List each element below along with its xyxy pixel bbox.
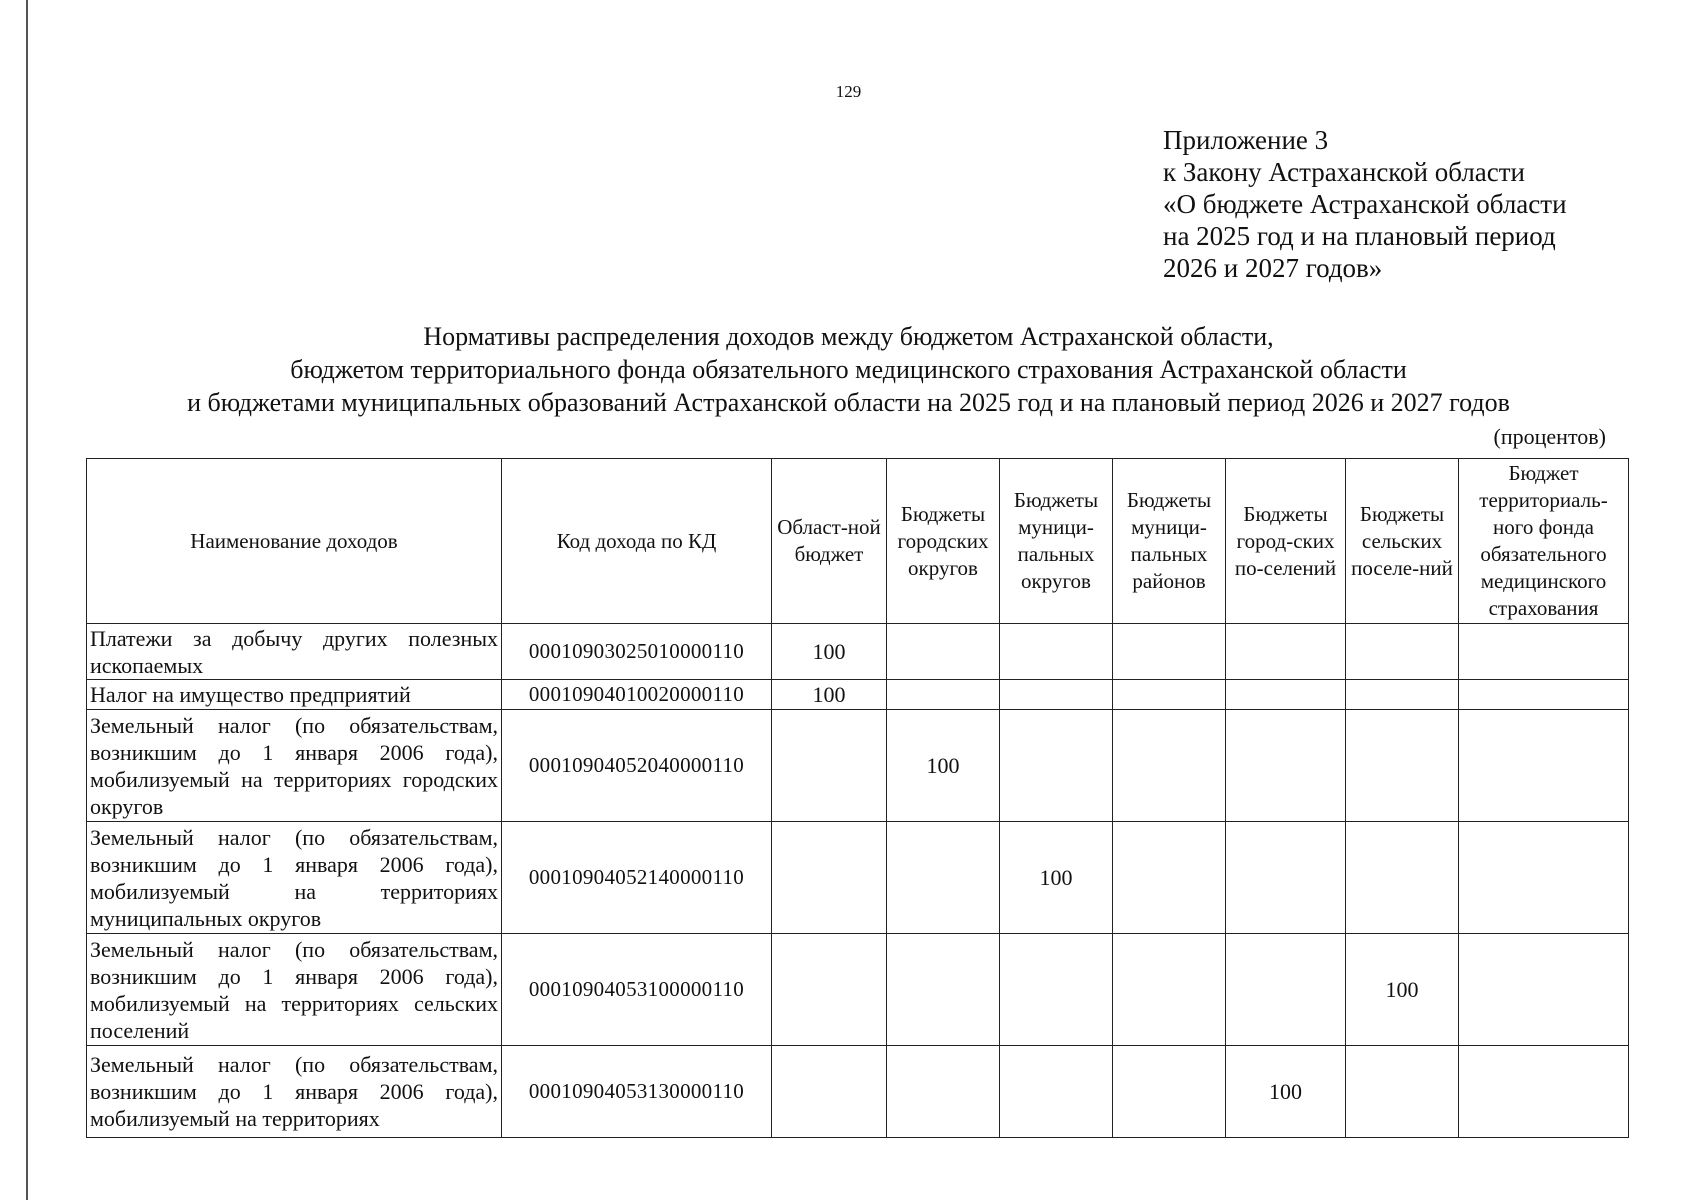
value-cell bbox=[887, 624, 1000, 680]
header-rural-settlements: Бюджеты сельских поселе-ний bbox=[1346, 459, 1459, 624]
table-row bbox=[87, 1046, 1629, 1138]
value-cell bbox=[887, 934, 1000, 1046]
value-cell bbox=[772, 822, 887, 934]
value-cell: 100 bbox=[887, 710, 1000, 822]
header-urban-settlements: Бюджеты город-ских по-селений bbox=[1226, 459, 1346, 624]
value-cell bbox=[772, 1046, 887, 1138]
value-cell bbox=[887, 1046, 1000, 1138]
value-cell: 100 bbox=[772, 624, 887, 680]
income-code-cell: 00010903025010000110 bbox=[502, 624, 772, 680]
income-name-cell: Налог на имущество предприятий bbox=[87, 680, 502, 710]
value-cell bbox=[1346, 822, 1459, 934]
document-title bbox=[0, 320, 1697, 419]
appendix-line: «О бюджете Астраханской области bbox=[1163, 189, 1567, 219]
appendix-line: к Закону Астраханской области bbox=[1163, 157, 1526, 187]
value-cell bbox=[772, 710, 887, 822]
value-cell bbox=[1226, 624, 1346, 680]
value-cell bbox=[1459, 624, 1629, 680]
value-cell bbox=[772, 934, 887, 1046]
table-header-row bbox=[87, 459, 1629, 624]
value-cell bbox=[1346, 1046, 1459, 1138]
table-row bbox=[87, 822, 1629, 934]
value-cell bbox=[1113, 822, 1226, 934]
value-cell bbox=[1113, 934, 1226, 1046]
value-cell bbox=[1113, 1046, 1226, 1138]
value-cell bbox=[1000, 1046, 1113, 1138]
value-cell bbox=[1346, 680, 1459, 710]
value-cell: 100 bbox=[1000, 822, 1113, 934]
value-cell bbox=[1226, 934, 1346, 1046]
title-line: Нормативы распределения доходов между бюджетом Астраханской области, bbox=[423, 322, 1274, 351]
title-line: и бюджетами муниципальных образований Астраханской области на 2025 год и на плановый период 2026 и 2027 годов bbox=[187, 388, 1510, 417]
income-name-cell: Земельный налог (по обязательствам, возникшим до 1 января 2006 года), мобилизуемый на территориях bbox=[87, 1046, 502, 1138]
units-label: (процентов) bbox=[1493, 424, 1606, 449]
left-margin-rule bbox=[26, 0, 28, 1200]
value-cell bbox=[1000, 680, 1113, 710]
income-name-cell: Платежи за добычу других полезных ископаемых bbox=[87, 624, 502, 680]
distribution-norms-table bbox=[86, 458, 1629, 1138]
header-city-districts: Бюджеты городских округов bbox=[887, 459, 1000, 624]
value-cell: 100 bbox=[1226, 1046, 1346, 1138]
value-cell bbox=[1226, 710, 1346, 822]
income-name-cell: Земельный налог (по обязательствам, возникшим до 1 января 2006 года), мобилизуемый на территориях сельских поселений bbox=[87, 934, 502, 1046]
appendix-line: 2026 и 2027 годов» bbox=[1163, 253, 1383, 283]
header-income-code: Код дохода по КД bbox=[502, 459, 772, 624]
value-cell bbox=[1113, 624, 1226, 680]
table-row bbox=[87, 710, 1629, 822]
table-row bbox=[87, 680, 1629, 710]
value-cell: 100 bbox=[1346, 934, 1459, 1046]
value-cell bbox=[1000, 934, 1113, 1046]
income-code-cell: 00010904010020000110 bbox=[502, 680, 772, 710]
header-income-name: Наименование доходов bbox=[87, 459, 502, 624]
value-cell bbox=[887, 822, 1000, 934]
income-code-cell: 00010904053100000110 bbox=[502, 934, 772, 1046]
value-cell bbox=[1459, 934, 1629, 1046]
value-cell bbox=[1000, 624, 1113, 680]
value-cell bbox=[1459, 680, 1629, 710]
appendix-line: на 2025 год и на плановый период bbox=[1163, 221, 1556, 251]
table-row bbox=[87, 624, 1629, 680]
value-cell bbox=[1459, 710, 1629, 822]
income-code-cell: 00010904052040000110 bbox=[502, 710, 772, 822]
value-cell bbox=[1226, 680, 1346, 710]
table-row bbox=[87, 934, 1629, 1046]
value-cell bbox=[1346, 624, 1459, 680]
header-municipal-districts: Бюджеты муници-пальных округов bbox=[1000, 459, 1113, 624]
appendix-reference bbox=[1163, 124, 1567, 284]
value-cell: 100 bbox=[772, 680, 887, 710]
value-cell bbox=[1226, 822, 1346, 934]
income-code-cell: 00010904053130000110 bbox=[502, 1046, 772, 1138]
header-medical-insurance-fund: Бюджет территориаль-ного фонда обязательного медицинского страхования bbox=[1459, 459, 1629, 624]
value-cell bbox=[1113, 680, 1226, 710]
value-cell bbox=[1113, 710, 1226, 822]
income-code-cell: 00010904052140000110 bbox=[502, 822, 772, 934]
value-cell bbox=[1459, 1046, 1629, 1138]
header-regional-budget: Област-ной бюджет bbox=[772, 459, 887, 624]
value-cell bbox=[887, 680, 1000, 710]
appendix-line: Приложение 3 bbox=[1163, 125, 1329, 155]
income-name-cell: Земельный налог (по обязательствам, возникшим до 1 января 2006 года), мобилизуемый на территориях муниципальных округов bbox=[87, 822, 502, 934]
income-name-cell: Земельный налог (по обязательствам, возникшим до 1 января 2006 года), мобилизуемый на территориях городских округов bbox=[87, 710, 502, 822]
title-line: бюджетом территориального фонда обязательного медицинского страхования Астраханской области bbox=[290, 355, 1407, 384]
header-municipal-areas: Бюджеты муници-пальных районов bbox=[1113, 459, 1226, 624]
value-cell bbox=[1346, 710, 1459, 822]
page-number: 129 bbox=[835, 82, 862, 101]
value-cell bbox=[1459, 822, 1629, 934]
value-cell bbox=[1000, 710, 1113, 822]
